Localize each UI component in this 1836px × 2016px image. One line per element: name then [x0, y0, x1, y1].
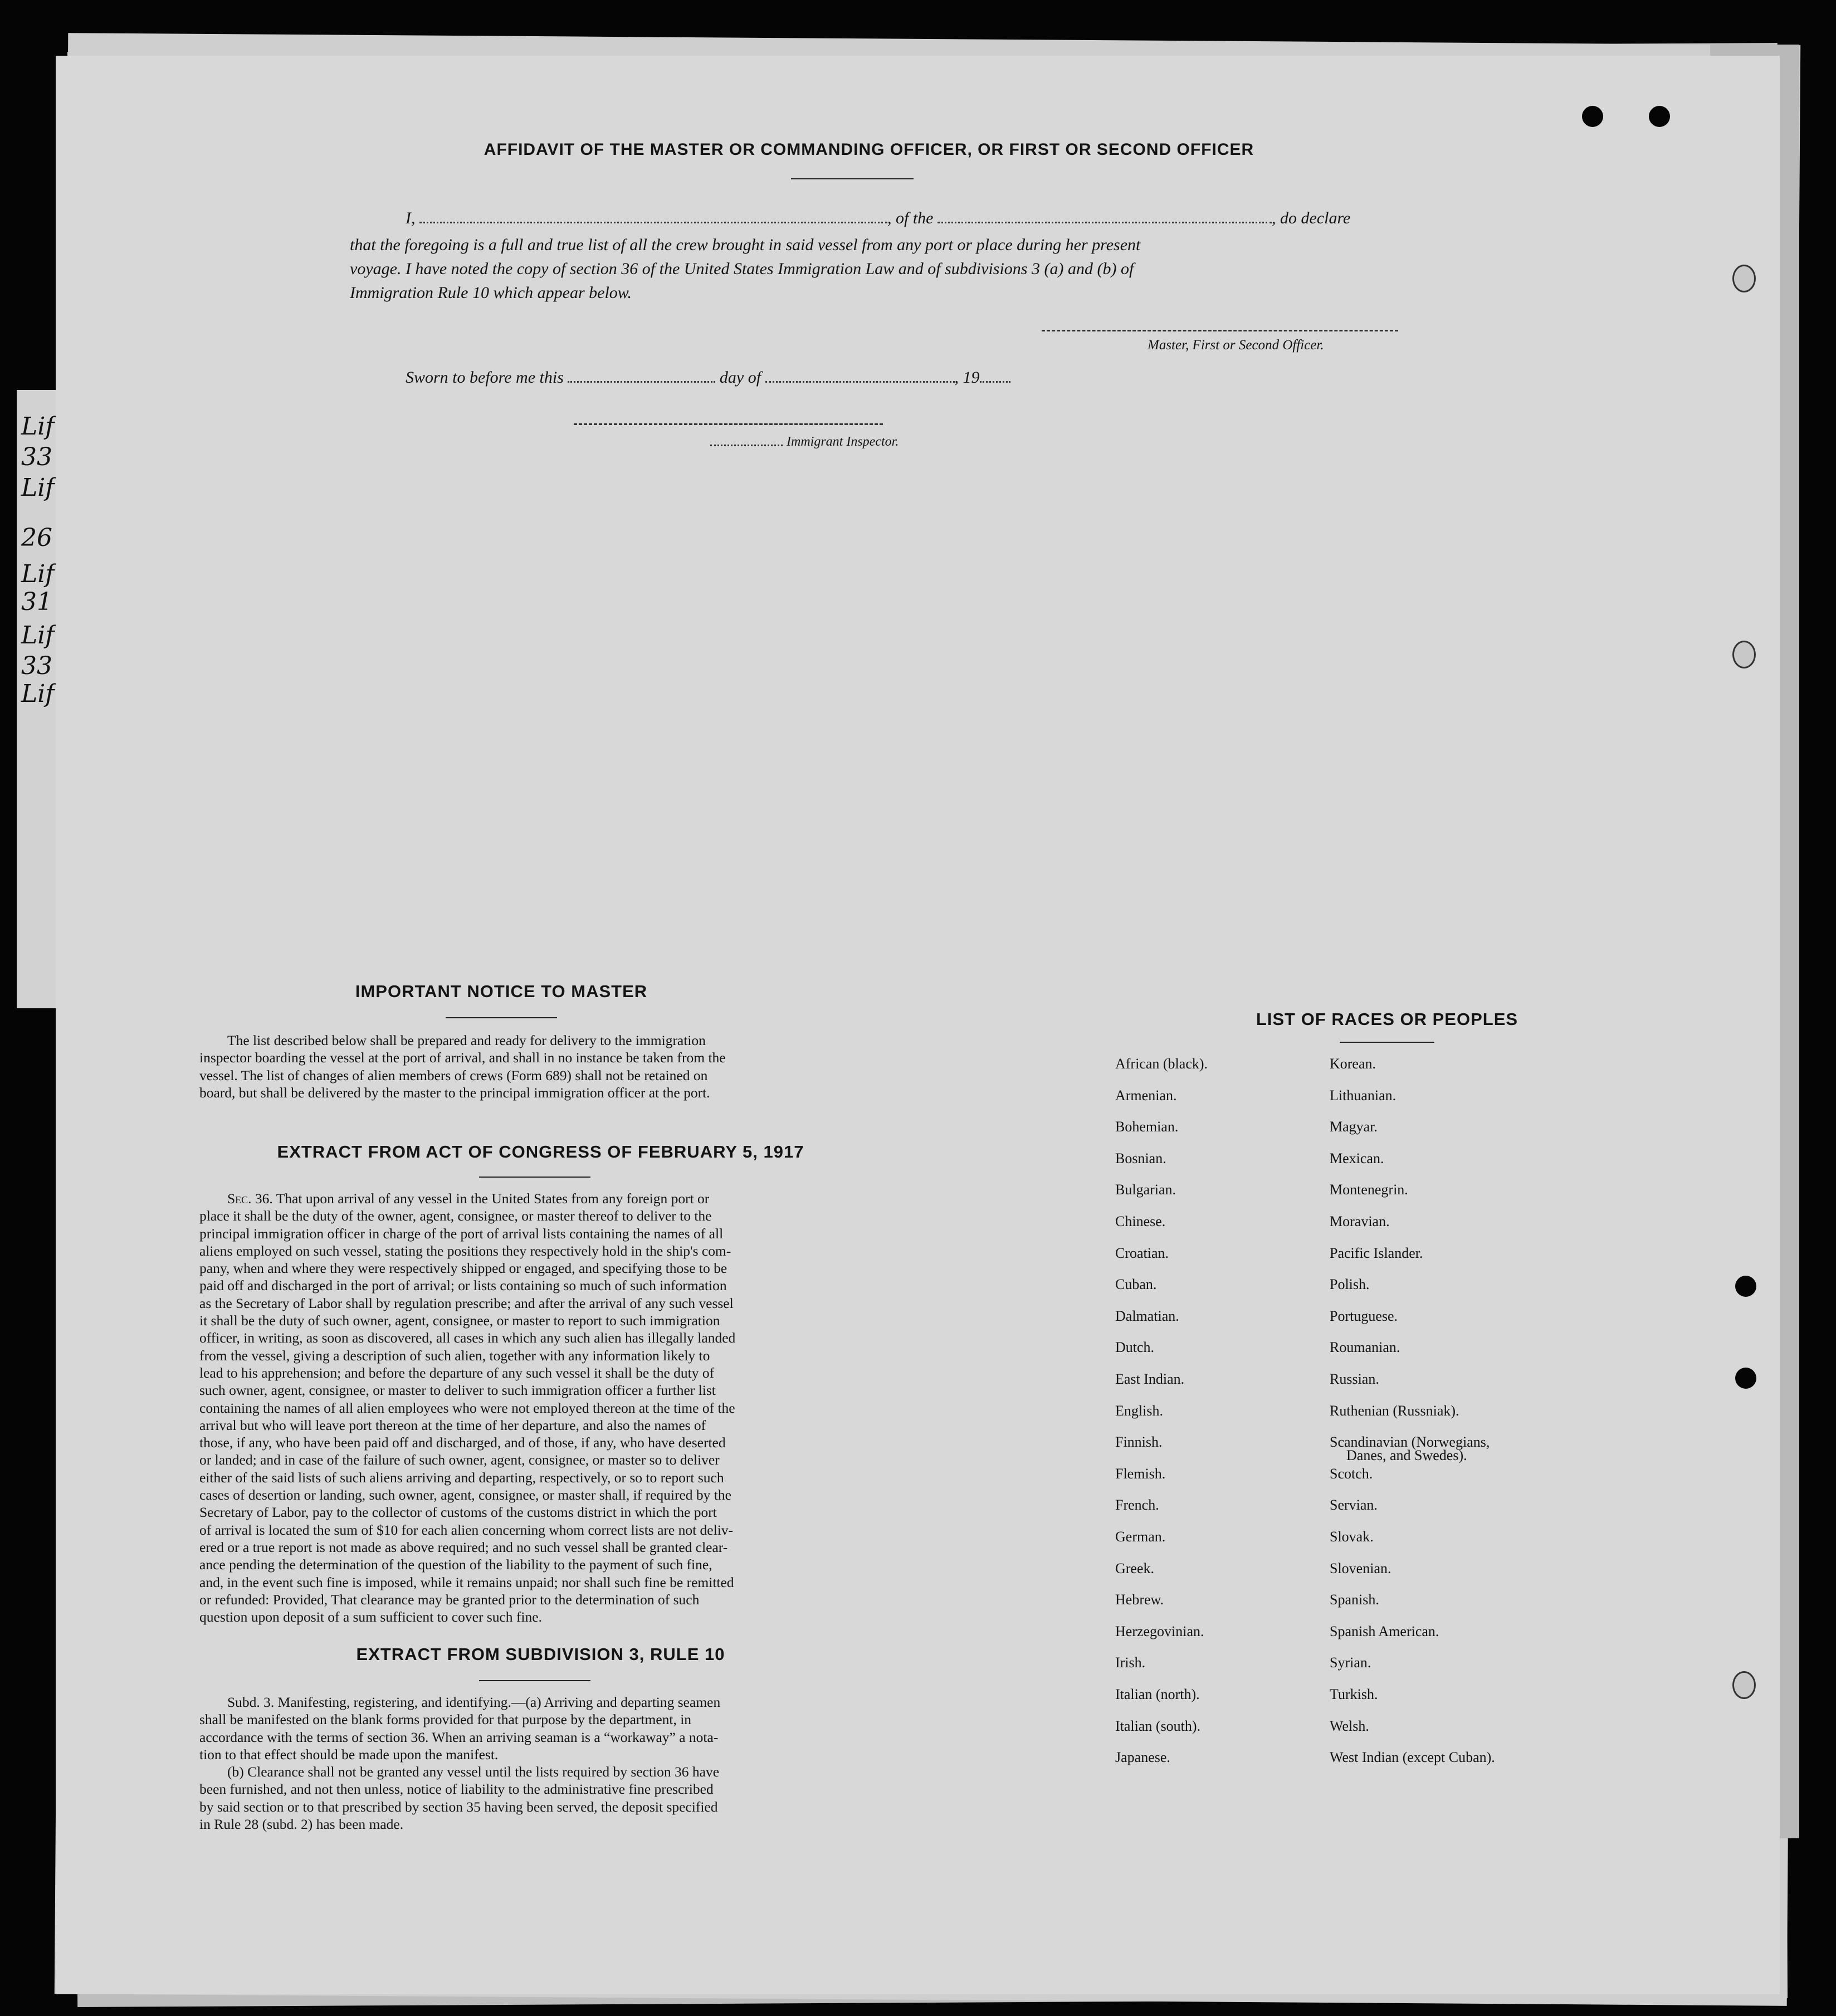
affidavit-line-1: I, , of the , do declare — [406, 207, 1350, 228]
inspector-caption: Immigrant Inspector. — [787, 435, 899, 449]
act-line: lead to his apprehension; and before the departure of any such vessel it shall be the duty of — [199, 1364, 715, 1381]
act-line: of arrival is located the sum of $10 for each alien concerning whom correct lists are not deliv- — [199, 1521, 734, 1538]
sworn-year-field[interactable] — [980, 367, 1010, 383]
act-text: Sec. 36. That upon arrival of any vessel in the United States from any foreign port or place it shall be the duty of the owner, agent, consignee, or master thereof to deliver to the principal immigration officer in charge of the port of arrival lists containing the names of all aliens employed on such vessel, stating the positions they respectively hold in the ship's com- pany, when and where they were respectively shipped or engaged, and specifying those to be paid off and discharged in the port of arrival; or lists containing so much of such information as the Secretary of Labor shall by regulation prescribe; and after the arrival of any such vessel it shall be the duty of such owner, agent, consignee, or master to report to such immigration officer, in writing, as soon as discovered, all cases in which any such alien has illegally landed from the vessel, giving a description of such alien, together with any information likely to lead to his apprehension; and before the departure of any such vessel it shall be the duty of such owner, agent, consignee, or master to deliver to such immigration officer a further list containing the names of all alien employees who were not employed thereon at the time of the arrival but who will leave port thereon at the time of her departure, and also the names of those, if any, who have been paid off and discharged, and of those, if any, who have deserted or landed; and in case of the failure of such owner, agent, consignee, or master so to deliver either of the said lists of such aliens arriving and departing, respectively, or so to report such cases of desertion or landing, such owner, agent, consignee, or master shall, if required by the Secretary of Labor, pay to the collector of customs of the customs district in which the port of arrival is located the sum of $10 for each alien concerning whom correct lists are not deliv- ered or a true report is not made as above required; and no such vessel shall be granted clear- ance pending the determination of the question of the liability to the payment of such fine, and, in the event such fine is imposed, while it remains unpaid; nor shall such fine be remitted or refunded: Provided, That clearance may be granted prior to the determination of such question upon deposit of a sum sufficient to cover such fine. — [199, 1190, 882, 1626]
act-line: either of the said lists of such aliens arriving and departing, respectively, or so to report such — [199, 1469, 724, 1486]
race-item: Bosnian. — [1115, 1150, 1166, 1166]
form-page — [56, 56, 1780, 1994]
race-item: French. — [1115, 1497, 1159, 1514]
race-item: Magyar. — [1330, 1119, 1378, 1135]
margin-note: Lif — [21, 474, 55, 502]
race-item: English. — [1115, 1402, 1163, 1419]
rule-line: (b) Clearance shall not be granted any vessel until the lists required by section 36 have — [227, 1764, 720, 1780]
act-line: it shall be the duty of such owner, agent, consignee, or master to report to such immigration — [199, 1312, 720, 1329]
inspector-signature-line[interactable] — [574, 423, 883, 425]
act-line: ered or a true report is not made as above required; and no such vessel shall be granted clear- — [199, 1539, 728, 1555]
rule-line: shall be manifested on the blank forms provided for that purpose by the department, in — [199, 1711, 692, 1728]
rule-heading: EXTRACT FROM SUBDIVISION 3, RULE 10 — [356, 1644, 725, 1664]
margin-note: Lif — [21, 560, 55, 588]
race-item: Scotch. — [1330, 1465, 1373, 1482]
race-item: Turkish. — [1330, 1686, 1378, 1702]
race-item: African (black). — [1115, 1056, 1208, 1072]
act-line: and, in the event such fine is imposed, while it remains unpaid; nor shall such fine be remitted — [199, 1574, 734, 1590]
act-line: officer, in writing, as soon as discovered, all cases in which any such alien has illegally landed — [199, 1330, 736, 1346]
margin-note: Lif — [21, 412, 55, 441]
race-item: Dutch. — [1115, 1339, 1155, 1356]
race-item: Italian (north). — [1115, 1686, 1200, 1702]
heading-underline — [446, 1017, 557, 1018]
race-item: West Indian (except Cuban). — [1330, 1749, 1495, 1766]
punch-hole — [1732, 641, 1756, 668]
sworn-line: Sworn to before me this day of , 19 — [406, 367, 1010, 387]
race-item: Ruthenian (Russniak). — [1330, 1402, 1459, 1419]
rule-line: tion to that effect should be made upon the manifest. — [199, 1746, 499, 1763]
act-line: aliens employed on such vessel, stating the positions they respectively hold in the ship's com- — [199, 1242, 731, 1259]
race-item: Welsh. — [1330, 1717, 1369, 1734]
punch-hole — [1649, 106, 1670, 127]
punch-hole — [1735, 1368, 1756, 1389]
race-item: Bulgarian. — [1115, 1182, 1176, 1198]
act-line: paid off and discharged in the port of arrival; or lists containing so much of such information — [199, 1277, 727, 1294]
race-item: Montenegrin. — [1330, 1182, 1408, 1198]
race-item: East Indian. — [1115, 1371, 1185, 1387]
race-item: Russian. — [1330, 1371, 1379, 1387]
act-line: cases of desertion or landing, such owner, agent, consignee, or master shall, if required by the — [199, 1487, 731, 1504]
heading-underline — [479, 1680, 590, 1681]
race-item: Portuguese. — [1330, 1307, 1398, 1324]
margin-note: Lif — [21, 680, 55, 708]
race-item: Italian (south). — [1115, 1717, 1201, 1734]
act-line: those, if any, who have been paid off and discharged, and of those, if any, who have deserted — [199, 1434, 726, 1451]
margin-note: Lif — [21, 621, 55, 650]
sworn-day-field[interactable] — [568, 367, 715, 383]
act-heading: EXTRACT FROM ACT OF CONGRESS OF FEBRUARY 5, 1917 — [277, 1142, 804, 1161]
heading-underline — [1340, 1042, 1434, 1043]
race-item: Pacific Islander. — [1330, 1244, 1423, 1261]
act-line: from the vessel, giving a description of such alien, together with any information likely to — [199, 1347, 710, 1364]
act-line: ance pending the determination of the question of the liability to the payment of such fine, — [199, 1556, 712, 1573]
officer-name-field[interactable] — [419, 207, 887, 223]
notice-heading: IMPORTANT NOTICE TO MASTER — [355, 982, 648, 1001]
act-line: question upon deposit of a sum sufficient to cover such fine. — [199, 1609, 542, 1626]
race-item: Slovak. — [1330, 1529, 1374, 1545]
race-item: Chinese. — [1115, 1213, 1166, 1229]
margin-note: 33 — [21, 652, 52, 680]
notice-text: The list described below shall be prepared and ready for delivery to the immigration inspector boarding the vessel at the port of arrival, and shall in no instance be taken from the vessel. The list of changes of alien members of crews (Form 689) shall not be retained on board, but shall be delivered by the master to the principal immigration officer at the port. — [199, 1032, 726, 1101]
race-item: Bohemian. — [1115, 1119, 1179, 1135]
race-item: Polish. — [1330, 1276, 1370, 1293]
heading-underline — [479, 1177, 590, 1178]
heading-underline — [791, 178, 914, 179]
act-line: as the Secretary of Labor shall by regulation prescribe; and after the arrival of any such vessel — [199, 1295, 734, 1311]
race-item: Armenian. — [1115, 1087, 1177, 1104]
race-item: Korean. — [1330, 1056, 1376, 1072]
sworn-month-field[interactable] — [765, 367, 955, 383]
vessel-name-field[interactable] — [937, 207, 1272, 223]
race-item: Flemish. — [1115, 1465, 1166, 1482]
race-item: Mexican. — [1330, 1150, 1384, 1166]
race-item: Slovenian. — [1330, 1560, 1391, 1576]
margin-note: 33 — [21, 443, 52, 471]
punch-hole — [1582, 106, 1603, 127]
race-item: Croatian. — [1115, 1244, 1169, 1261]
race-item: Dalmatian. — [1115, 1307, 1179, 1324]
affidavit-heading: AFFIDAVIT OF THE MASTER OR COMMANDING OFFICER, OR FIRST OR SECOND OFFICER — [484, 140, 1254, 159]
race-item: Cuban. — [1115, 1276, 1157, 1293]
race-item: Servian. — [1330, 1497, 1378, 1514]
rule-line: accordance with the terms of section 36. When an arriving seaman is a “workaway” a nota- — [199, 1729, 719, 1745]
race-item: Finnish. — [1115, 1434, 1163, 1451]
master-signature-line[interactable] — [1042, 330, 1398, 331]
affidavit-body: that the foregoing is a full and true list of all the crew brought in said vessel from any port or place during her present voyage. I have noted the copy of section 36 of the United States Immigration Law and of subdivisions 3 (a) and (b) of Immigration Rule 10 which appear below. — [350, 236, 1141, 302]
rule-line: in Rule 28 (subd. 2) has been made. — [199, 1816, 404, 1833]
race-item: Scandinavian (Norwegians, — [1330, 1434, 1490, 1451]
left-margin-strip — [17, 390, 61, 1008]
races-heading: LIST OF RACES OR PEOPLES — [1256, 1009, 1518, 1029]
race-item: Japanese. — [1115, 1749, 1170, 1766]
act-line: or landed; and in case of the failure of such owner, agent, consignee, or master so to deliver — [199, 1452, 720, 1468]
rule-line: by said section or to that prescribed by section 35 having been served, the deposit specified — [199, 1798, 718, 1815]
race-item: Moravian. — [1330, 1213, 1390, 1229]
race-item: Irish. — [1115, 1654, 1146, 1671]
act-line: or refunded: Provided, That clearance may be granted prior to the determination of such — [199, 1591, 700, 1608]
rule-line: been furnished, and not then unless, notice of liability to the administrative fine prescribed — [199, 1781, 714, 1798]
rule-line: Subd. 3. Manifesting, registering, and identifying.—(a) Arriving and departing seamen — [227, 1694, 721, 1710]
act-line: Secretary of Labor, pay to the collector of customs of the customs district in which the port — [199, 1504, 717, 1521]
master-caption: Master, First or Second Officer. — [1148, 338, 1324, 353]
margin-note: 31 — [21, 588, 52, 616]
race-item: Greek. — [1115, 1560, 1155, 1576]
race-item: Lithuanian. — [1330, 1087, 1396, 1104]
race-item: Spanish American. — [1330, 1623, 1439, 1639]
race-item: Syrian. — [1330, 1654, 1371, 1671]
punch-hole — [1732, 1671, 1756, 1699]
race-item: Hebrew. — [1115, 1592, 1164, 1608]
punch-hole — [1732, 265, 1756, 292]
race-item-continuation: Danes, and Swedes). — [1346, 1447, 1467, 1464]
race-item: Spanish. — [1330, 1592, 1379, 1608]
rule-text — [199, 1693, 882, 1833]
punch-hole — [1735, 1276, 1756, 1297]
act-line: such owner, agent, consignee, or master to deliver to such immigration officer a further list — [199, 1382, 716, 1399]
races-list — [1115, 1056, 1672, 1836]
margin-note: 26 — [21, 524, 52, 552]
act-line: principal immigration officer in charge of the port of arrival lists containing the names of all — [199, 1225, 724, 1242]
race-item: Roumanian. — [1330, 1339, 1400, 1356]
inspector-dots — [710, 445, 783, 446]
act-line: pany, when and where they were respectively shipped or engaged, and specifying those to be — [199, 1260, 727, 1277]
race-item: German. — [1115, 1529, 1166, 1545]
race-item: Herzegovinian. — [1115, 1623, 1204, 1639]
act-line: arrival but who will leave port thereon at the time of her departure, and also the names of — [199, 1417, 706, 1433]
act-line: containing the names of all alien employees who were not employed thereon at the time of the — [199, 1399, 735, 1416]
act-line: place it shall be the duty of the owner, agent, consignee, or master thereof to deliver to the — [199, 1208, 712, 1224]
